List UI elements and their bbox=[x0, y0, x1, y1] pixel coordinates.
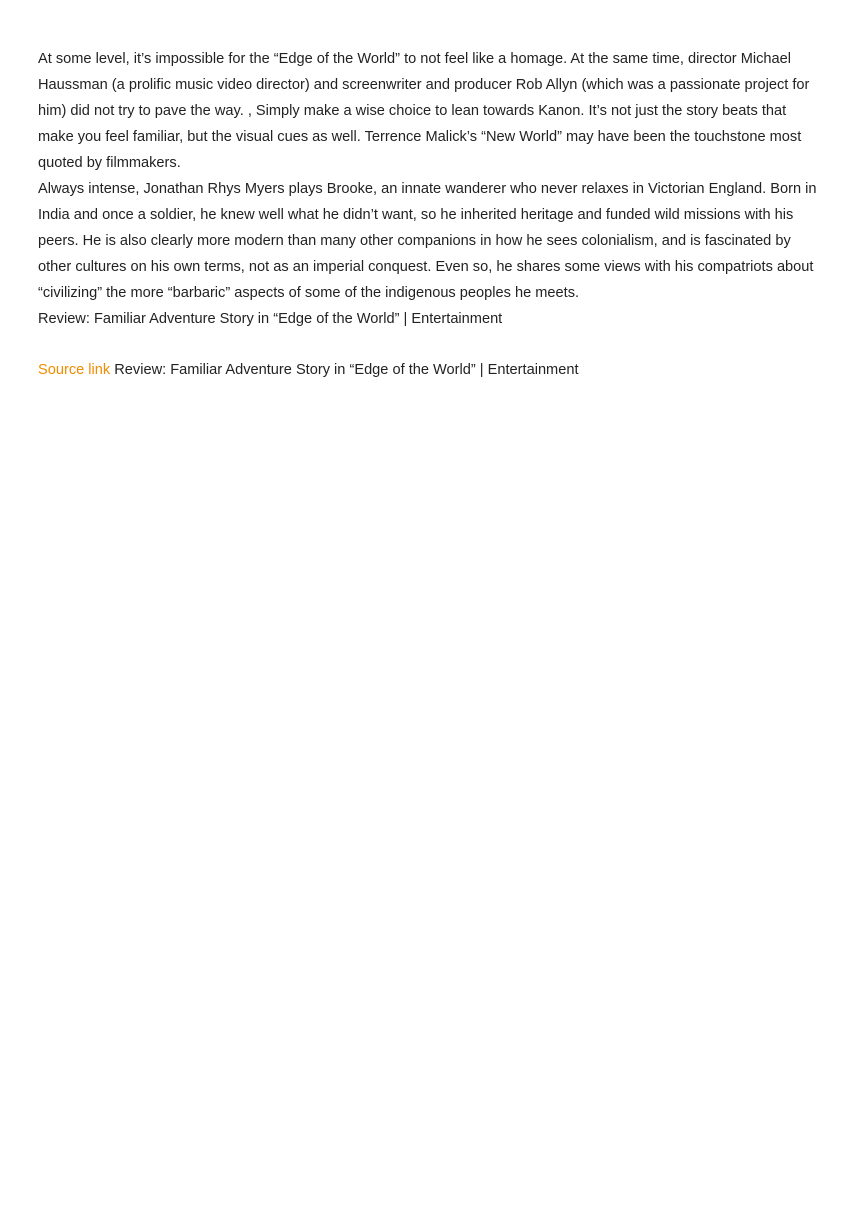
source-line bbox=[38, 357, 818, 383]
article-body bbox=[38, 46, 818, 383]
article-paragraph-3: Review: Familiar Adventure Story in “Edge of the World” | Entertainment bbox=[38, 311, 503, 327]
article-paragraph-2: Always intense, Jonathan Rhys Myers plays Brooke, an innate wanderer who never relaxes in Victorian England. Born in India and once a soldier, he knew well what he didn’t want, so he inherited heritage and funded wild missions with his peers. He is also clearly more modern than many other companions in how he sees colonialism, and is fascinated by other cultures on his own terms, not as an imperial conquest. Even so, he shares some views with his compatriots about “civilizing” the more “barbaric” aspects of some of the indigenous peoples he meets. bbox=[38, 181, 817, 301]
source-title: Review: Familiar Adventure Story in “Edge of the World” | Entertainment bbox=[114, 362, 579, 378]
article-paragraph-1: At some level, it’s impossible for the “Edge of the World” to not feel like a homage. At the same time, director Michael Haussman (a prolific music video director) and screenwriter and producer Rob Allyn (which was a passionate project for him) did not try to pave the way. , Simply make a wise choice to lean towards Kanon. It’s not just the story beats that make you feel familiar, but the visual cues as well. Terrence Malick’s “New World” may have been the touchstone most quoted by filmmakers. bbox=[38, 51, 810, 171]
source-link[interactable]: Source link bbox=[38, 362, 111, 378]
paragraph-spacer bbox=[38, 332, 818, 357]
